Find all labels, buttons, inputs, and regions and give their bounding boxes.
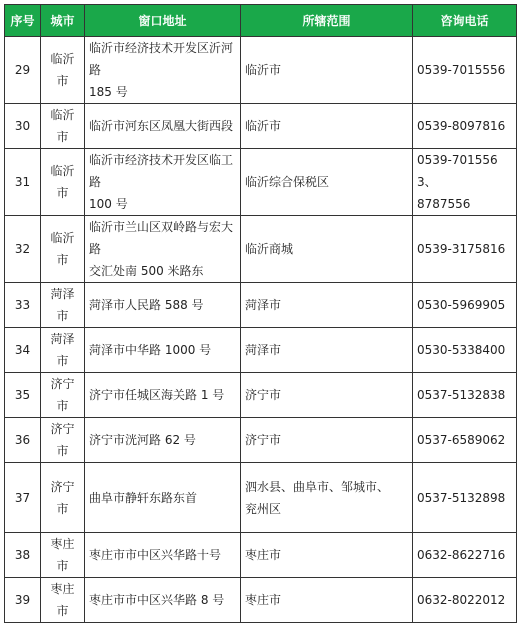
cell-scope-line: 临沂市 [245,119,282,133]
cell-scope [241,533,413,578]
cell-scope-line: 临沂市 [245,63,282,77]
cell-address [85,149,241,216]
table-row [5,418,517,463]
cell-phone [413,578,517,623]
cell-scope [241,149,413,216]
cell-scope [241,373,413,418]
header-address: 窗口地址 [85,5,241,37]
header-row [5,5,517,37]
cell-address-line: 枣庄市市中区兴华路十号 [89,548,222,562]
cell-scope [241,578,413,623]
cell-address-line: 临沂市兰山区双岭路与宏大路 [89,220,234,256]
cell-phone-line: 8787556 [417,197,471,211]
cell-no: 30 [5,104,41,149]
cell-phone [413,37,517,104]
cell-scope-line: 临沂综合保税区 [245,175,330,189]
cell-no: 29 [5,37,41,104]
table-row [5,463,517,533]
cell-phone-line: 0539-7015556 [417,63,506,77]
cell-scope-line: 菏泽市 [245,298,282,312]
cell-scope [241,463,413,533]
cell-address-line: 临沂市河东区凤凰大街西段 [89,119,234,133]
table-row [5,104,517,149]
cell-phone [413,216,517,283]
cell-address-line: 济宁市洸河路 62 号 [89,433,196,447]
cell-no: 31 [5,149,41,216]
cell-address [85,418,241,463]
cell-address [85,104,241,149]
cell-no: 39 [5,578,41,623]
cell-phone-line: 0537-6589062 [417,433,506,447]
customs-window-table [4,4,517,623]
cell-scope-line: 枣庄市 [245,593,282,607]
cell-city: 济宁市 [41,373,85,418]
cell-address-line: 100 号 [89,197,128,211]
cell-scope [241,418,413,463]
cell-phone-line: 0537-5132838 [417,388,506,402]
cell-city: 临沂市 [41,104,85,149]
cell-address-line: 济宁市任城区海关路 1 号 [89,388,225,402]
cell-address-line: 枣庄市市中区兴华路 8 号 [89,593,225,607]
cell-scope [241,328,413,373]
table-row [5,216,517,283]
cell-city: 临沂市 [41,216,85,283]
cell-no: 34 [5,328,41,373]
cell-scope [241,104,413,149]
table-header [5,5,517,37]
cell-address-line: 曲阜市静轩东路东首 [89,490,198,505]
table-row [5,37,517,104]
cell-city: 临沂市 [41,149,85,216]
cell-city: 济宁市 [41,418,85,463]
cell-no: 37 [5,463,41,533]
cell-scope [241,216,413,283]
cell-phone-line: 0632-8622716 [417,548,506,562]
cell-address [85,216,241,283]
cell-city: 菏泽市 [41,283,85,328]
table-row [5,533,517,578]
cell-no: 38 [5,533,41,578]
cell-phone [413,283,517,328]
cell-phone [413,418,517,463]
cell-phone-line: 0530-5338400 [417,343,506,357]
cell-address [85,533,241,578]
table-row [5,328,517,373]
table-row [5,578,517,623]
cell-address-line: 临沂市经济技术开发区沂河路 [89,41,234,77]
cell-phone-line: 0537-5132898 [417,490,506,505]
cell-address [85,37,241,104]
cell-scope-line: 济宁市 [245,388,282,402]
cell-scope-line: 菏泽市 [245,343,282,357]
cell-phone [413,149,517,216]
cell-phone-line: 0632-8022012 [417,593,506,607]
header-scope: 所辖范围 [241,5,413,37]
header-city: 城市 [41,5,85,37]
cell-scope [241,37,413,104]
cell-scope [241,283,413,328]
cell-phone [413,328,517,373]
cell-phone [413,463,517,533]
table-row [5,149,517,216]
cell-city: 临沂市 [41,37,85,104]
cell-no: 35 [5,373,41,418]
header-phone: 咨询电话 [413,5,517,37]
cell-no: 33 [5,283,41,328]
cell-city: 枣庄市 [41,578,85,623]
cell-address-line: 菏泽市中华路 1000 号 [89,343,212,357]
cell-city: 枣庄市 [41,533,85,578]
cell-address-line: 菏泽市人民路 588 号 [89,298,204,312]
cell-address [85,328,241,373]
cell-phone [413,533,517,578]
cell-address [85,283,241,328]
cell-no: 32 [5,216,41,283]
cell-city: 菏泽市 [41,328,85,373]
table-row [5,373,517,418]
header-no: 序号 [5,5,41,37]
cell-phone-line: 0530-5969905 [417,298,506,312]
cell-phone-line: 0539-3175816 [417,242,506,256]
cell-address [85,463,241,533]
cell-address-line: 185 号 [89,85,128,99]
cell-address [85,373,241,418]
cell-city: 济宁市 [41,463,85,533]
cell-phone-line: 0539-7015563、 [417,153,498,189]
cell-phone [413,104,517,149]
table-row [5,283,517,328]
cell-phone [413,373,517,418]
cell-scope-line: 临沂商城 [245,242,294,256]
cell-scope-line: 兖州区 [245,501,282,516]
cell-scope-line: 济宁市 [245,433,282,447]
cell-no: 36 [5,418,41,463]
cell-scope-line: 泗水县、曲阜市、邹城市、 [245,479,390,494]
cell-address-line: 临沂市经济技术开发区临工路 [89,153,234,189]
cell-address-line: 交汇处南 500 米路东 [89,264,204,278]
cell-address [85,578,241,623]
cell-scope-line: 枣庄市 [245,548,282,562]
cell-phone-line: 0539-8097816 [417,119,506,133]
table-body [5,37,517,623]
